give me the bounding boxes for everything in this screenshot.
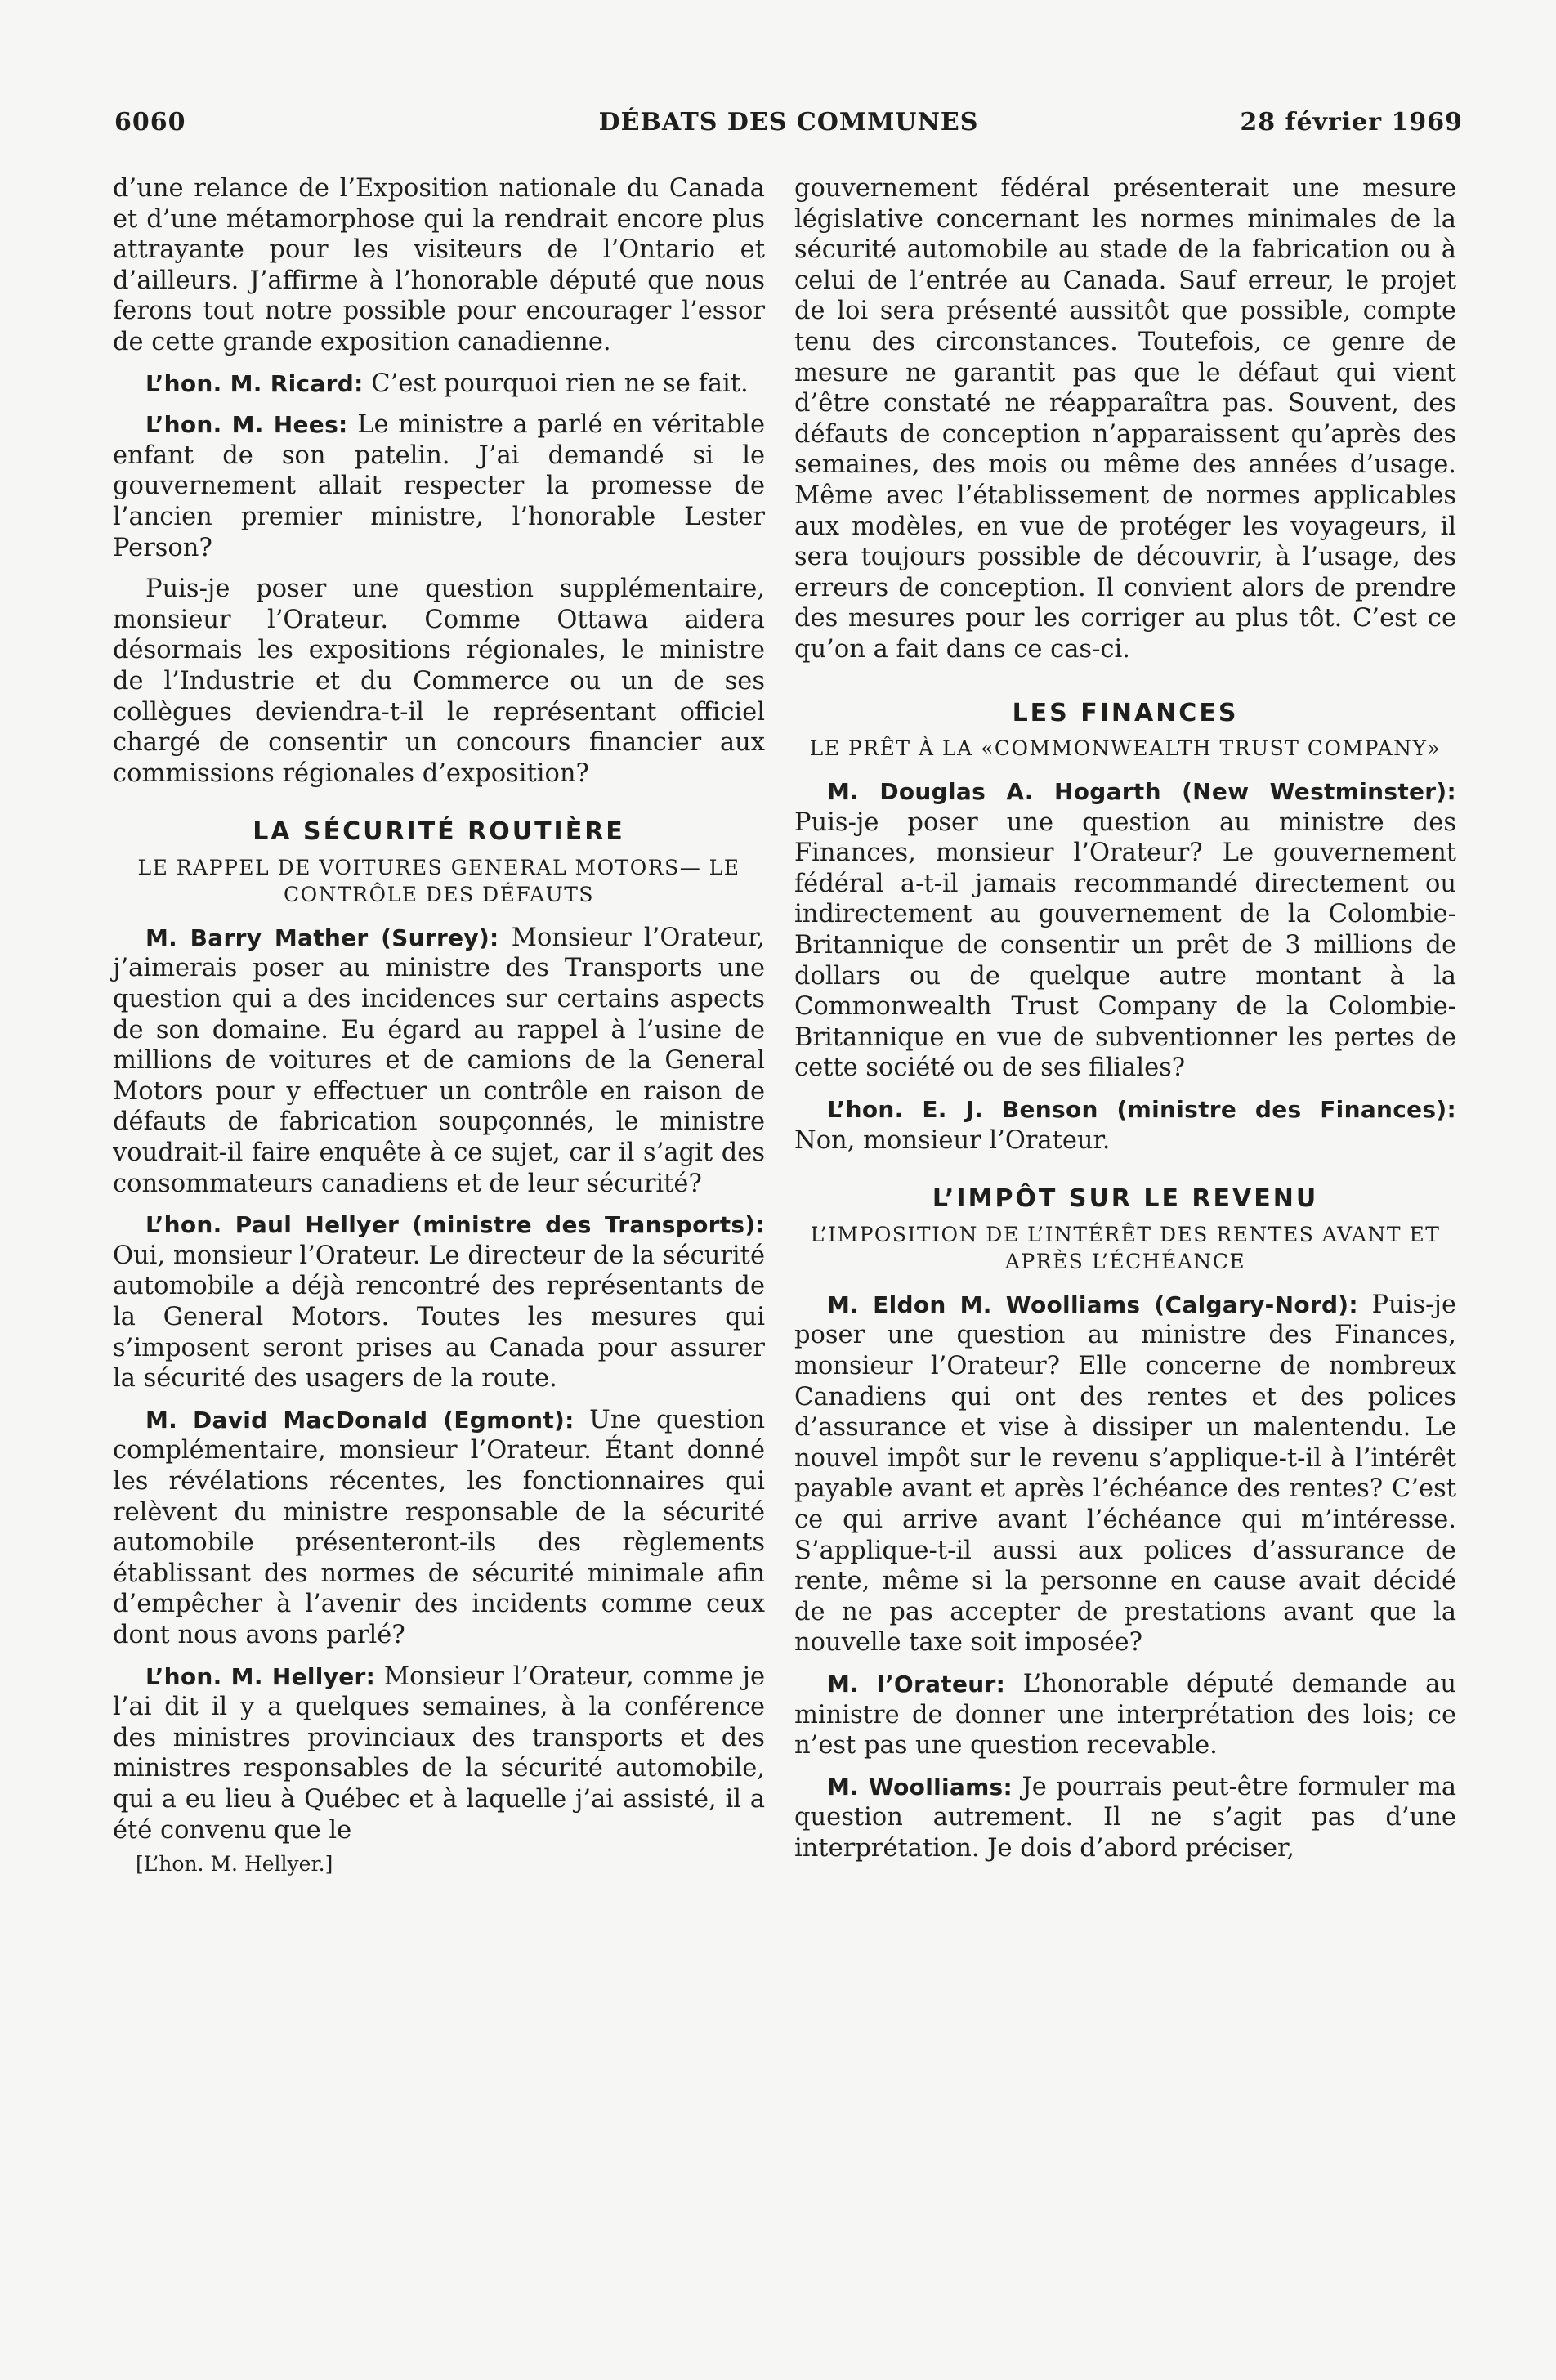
speaker-name: M. Woolliams: <box>827 1773 1013 1801</box>
footnote: [L’hon. M. Hellyer.] <box>136 1852 333 1877</box>
paragraph: d’une relance de l’Exposition nationale du Canada et d’une métamorphose qui la rendrait encore plus attrayante pour les visiteurs de l’Ontario et d’ailleurs. J’affirme à l’honorable député que nous ferons tout notre possible pour encourager l’essor de cette grande exposition canadienne. <box>113 174 765 356</box>
speech <box>113 1662 765 1846</box>
speech <box>794 1094 1456 1156</box>
page-date: 28 février 1969 <box>1240 108 1463 136</box>
speech <box>113 923 765 1199</box>
speech-text: Monsieur l’Orateur, j’aimerais poser au ministre des Transports une question qui a des incidences sur certains aspects de son domaine. Eu égard au rappel à l’usine de millions de voitures et de camions de la General Motors pour y effectuer un contrôle en raison de défauts de fabrication soupçonnés, le ministre voudrait-il faire enquête à ce sujet, car il s’agit des consommateurs canadiens et de leur sécurité? <box>113 923 765 1198</box>
speech <box>794 1669 1456 1761</box>
speech <box>113 369 765 400</box>
speaker-name: M. Douglas A. Hogarth (New Westminster): <box>827 778 1456 806</box>
speech-text: Une question complémentaire, monsieur l’Orateur. Étant donné les révélations récentes, les fonctionnaires qui relèvent du ministre responsable de la sécurité automobile présenteront-ils des règlements établissant des normes de sécurité minimale afin d’empêcher à l’avenir des incidents comme ceux dont nous avons parlé? <box>113 1405 765 1649</box>
speech-text: Puis-je poser une question au ministre des Finances, monsieur l’Orateur? Elle concerne de nombreux Canadiens qui ont des rentes et des polices d’assurance et vise à dissiper un malentendu. Le nouvel impôt sur le revenu s’applique-t-il à l’intérêt payable avant et après l’échéance des rentes? C’est ce qui arrive avant l’échéance qui m’intéresse. S’applique-t-il aussi aux polices d’assurance de rente, même si la personne en cause avait décidé de ne pas accepter de prestations avant que la nouvelle taxe soit imposée? <box>794 1290 1456 1658</box>
speech-text: Puis-je poser une question au ministre des Finances, monsieur l’Orateur? Le gouvernement fédéral a-t-il jamais recommandé directement ou indirectement au gouvernement de la Colombie-Britannique de consentir un prêt de 3 millions de dollars ou de quelque autre montant à la Commonwealth Trust Company de la Colombie-Britannique en vue de subventionner les pertes de cette société ou de ses filiales? <box>794 808 1456 1083</box>
paragraph: gouvernement fédéral présenterait une mesure législative concernant les normes minimales de la sécurité automobile au stade de la fabrication ou à celui de l’entrée au Canada. Sauf erreur, le projet de loi sera présenté aussitôt que possible, compte tenu des circonstances. Toutefois, ce genre de mesure ne garantit pas que le défaut qui vient d’être constaté ne réapparaîtra pas. Souvent, des défauts de conception n’apparaissent qu’après des semaines, des mois ou même des années d’usage. Même avec l’établissement de normes applicables aux modèles, en vue de protéger les voyageurs, il sera toujours possible de découvrir, à l’usage, des erreurs de conception. Il convient alors de prendre des mesures pour les corriger au plus tôt. C’est ce qu’on a fait dans ce cas-ci. <box>794 174 1456 664</box>
left-column <box>113 173 765 1880</box>
speaker-name: L’hon. E. J. Benson (ministre des Finances): <box>827 1096 1456 1124</box>
speech <box>113 1405 765 1651</box>
speech-text: Le ministre a parlé en véritable enfant de son patelin. J’ai demandé si le gouvernement allait respecter la promesse de l’ancien premier ministre, l’honorable Lester Person? <box>113 410 765 562</box>
section-heading: LA SÉCURITÉ ROUTIÈRE <box>253 817 625 847</box>
speech-text: Monsieur l’Orateur, comme je l’ai dit il y a quelques semaines, à la conférence des ministres provinciaux des transports et des ministres responsables de la sécurité automobile, qui a eu lieu à Québec et à laquelle j’ai assisté, il a été convenu que le <box>113 1662 765 1845</box>
speaker-name: L’hon. Paul Hellyer (ministre des Transports): <box>145 1211 765 1239</box>
speech-text: C’est pourquoi rien ne se fait. <box>363 369 749 398</box>
speech-text: Non, monsieur l’Orateur. <box>794 1125 1111 1155</box>
speaker-name: M. l’Orateur: <box>827 1670 1006 1698</box>
subsection-heading: LE RAPPEL DE VOITURES GENERAL MOTORS— LE CONTRÔLE DES DÉFAUTS <box>137 855 740 906</box>
speech <box>794 1290 1456 1658</box>
speaker-name: M. Eldon M. Woolliams (Calgary-Nord): <box>827 1291 1358 1318</box>
speaker-name: M. Barry Mather (Surrey): <box>145 924 499 951</box>
speaker-name: L’hon. M. Hees: <box>145 411 348 439</box>
paragraph: Puis-je poser une question supplémentaire, monsieur l’Orateur. Comme Ottawa aidera désormais les expositions régionales, le ministre de l’Industrie et du Commerce ou un de ses collègues deviendra-t-il le représentant officiel chargé de consentir un concours financier aux commissions régionales d’exposition? <box>113 575 765 788</box>
speech <box>113 1210 765 1394</box>
subsection-heading: L’IMPOSITION DE L’INTÉRÊT DES RENTES AVANT ET APRÈS L’ÉCHÉANCE <box>810 1222 1441 1273</box>
right-column <box>794 173 1456 1875</box>
subsection-heading: LE PRÊT À LA «COMMONWEALTH TRUST COMPANY» <box>809 736 1442 761</box>
section-heading: LES FINANCES <box>1012 698 1239 727</box>
speech <box>794 776 1456 1084</box>
speech <box>794 1772 1456 1864</box>
publication-title: DÉBATS DES COMMUNES <box>598 108 979 136</box>
speech-text: Je pourrais peut-être formuler ma question autrement. Il ne s’agit pas d’une interprétation. Je dois d’abord préciser, <box>794 1772 1456 1863</box>
section-heading: L’IMPÔT SUR LE REVENU <box>932 1184 1319 1214</box>
page-number: 6060 <box>114 108 186 136</box>
speech-text: Oui, monsieur l’Orateur. Le directeur de la sécurité automobile a déjà rencontré des représentants de la General Motors. Toutes les mesures qui s’imposent seront prises au Canada pour assurer la sécurité des usagers de la route. <box>113 1241 765 1394</box>
speaker-name: L’hon. M. Hellyer: <box>145 1662 376 1690</box>
speaker-name: L’hon. M. Ricard: <box>145 369 364 397</box>
running-header <box>114 108 1463 149</box>
speech-text: L’honorable député demande au ministre de donner une interprétation des lois; ce n’est pas une question recevable. <box>794 1669 1457 1760</box>
speech <box>113 409 765 563</box>
speaker-name: M. David MacDonald (Egmont): <box>145 1406 575 1434</box>
